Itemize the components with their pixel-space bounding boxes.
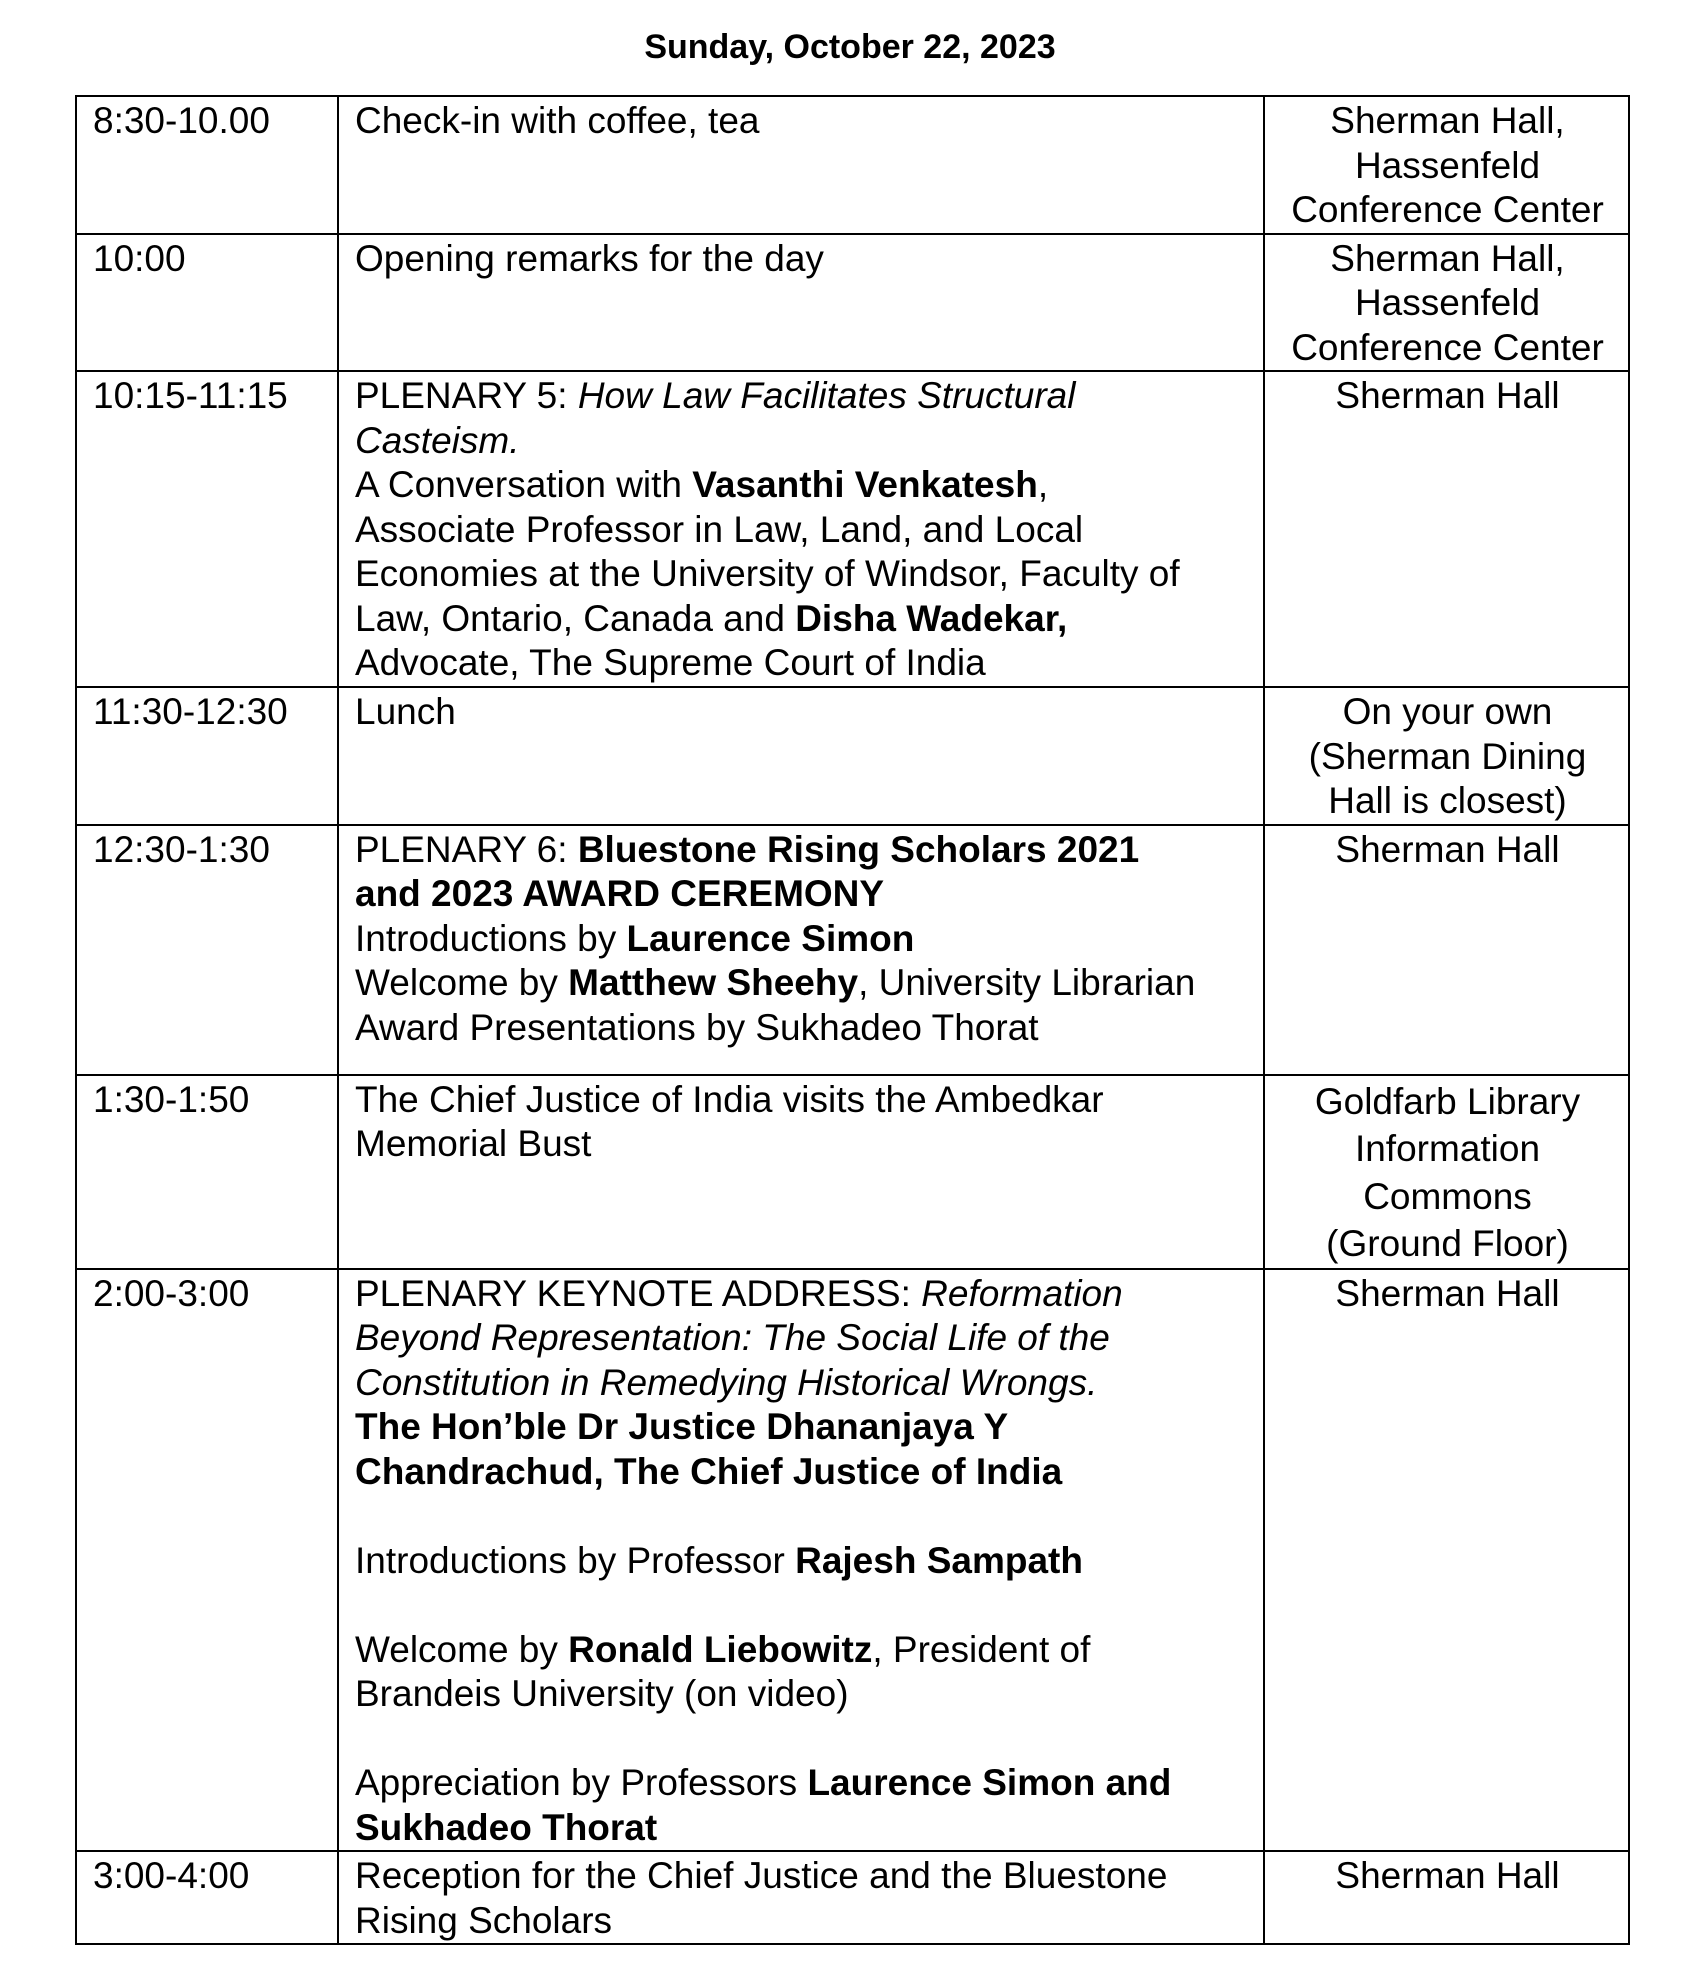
- event-line: [355, 1006, 1249, 1051]
- event-text: , University Librarian: [858, 962, 1196, 1003]
- event-line: [355, 690, 1249, 735]
- event-line: [355, 463, 1249, 508]
- event-line: [355, 961, 1249, 1006]
- location-cell: [1264, 825, 1629, 1075]
- schedule-table: [75, 95, 1630, 1945]
- location-line: Sherman Hall,: [1330, 237, 1565, 279]
- event-text: Introductions by Professor: [355, 1539, 796, 1581]
- bold-text: The Hon’ble Dr Justice Dhananjaya Y: [355, 1406, 1009, 1447]
- event-cell: [338, 1075, 1264, 1269]
- location-cell: [1264, 1851, 1629, 1944]
- event-text: Appreciation by Professors: [355, 1762, 808, 1803]
- event-text: Opening remarks for the day: [355, 237, 824, 279]
- event-line: [355, 1899, 1249, 1944]
- event-text: PLENARY 5:: [355, 375, 578, 416]
- event-text: Award Presentations by Sukhadeo Thorat: [355, 1006, 1039, 1048]
- time-cell: 12:30-1:30: [76, 825, 338, 1075]
- event-line: [355, 1628, 1249, 1673]
- event-line: [355, 872, 1249, 917]
- schedule-row: [76, 234, 1629, 372]
- bold-text: Laurence Simon: [626, 917, 915, 959]
- event-text: Economies at the University of Windsor, Faculty of: [355, 553, 1180, 594]
- time-cell: 1:30-1:50: [76, 1075, 338, 1269]
- bold-text: Sukhadeo Thorat: [355, 1806, 658, 1848]
- schedule-body: [76, 96, 1629, 1944]
- event-line: [355, 1854, 1249, 1899]
- event-line: [355, 1405, 1249, 1450]
- schedule-row: [76, 825, 1629, 1075]
- event-line: [355, 828, 1249, 873]
- location-line: Goldfarb Library: [1314, 1080, 1581, 1122]
- event-cell: [338, 234, 1264, 372]
- location-line: Sherman Hall: [1335, 1272, 1560, 1314]
- event-text: PLENARY 6:: [355, 828, 578, 870]
- event-line: [355, 917, 1249, 962]
- location-line: On your own: [1342, 691, 1553, 732]
- location-line: (Ground Floor): [1326, 1223, 1569, 1264]
- location-line: Hassenfeld: [1354, 282, 1541, 323]
- event-cell: [338, 687, 1264, 825]
- schedule-row: [76, 1851, 1629, 1944]
- event-line: [355, 1272, 1249, 1317]
- location-cell: [1264, 96, 1629, 234]
- event-text: ,: [1037, 464, 1049, 505]
- event-line: [355, 237, 1249, 282]
- event-text: Rising Scholars: [355, 1899, 613, 1941]
- italic-text: How Law Facilitates Structural: [577, 375, 1076, 416]
- schedule-row: [76, 1269, 1629, 1852]
- time-cell: 10:15-11:15: [76, 371, 338, 687]
- event-text: Reception for the Chief Justice and the Bluestone: [355, 1855, 1168, 1896]
- event-line: [355, 374, 1249, 419]
- event-line: [355, 1316, 1249, 1361]
- bold-text: Laurence Simon and: [807, 1762, 1172, 1803]
- location-line: Hall is closest): [1328, 780, 1567, 821]
- event-text: Welcome by: [355, 1628, 569, 1670]
- event-line: [355, 508, 1249, 553]
- event-line: [355, 1806, 1249, 1851]
- event-cell: [338, 1851, 1264, 1944]
- event-text: Check-in with coffee, tea: [355, 100, 760, 141]
- bold-text: Rajesh Sampath: [795, 1539, 1083, 1581]
- time-cell: 2:00-3:00: [76, 1269, 338, 1852]
- location-line: Conference Center: [1291, 326, 1604, 368]
- event-text: A Conversation with: [355, 464, 693, 505]
- location-line: Conference Center: [1291, 189, 1604, 230]
- time-cell: 3:00-4:00: [76, 1851, 338, 1944]
- event-line: [355, 1539, 1249, 1584]
- event-line: [355, 641, 1249, 686]
- page-title: Sunday, October 22, 2023: [644, 28, 1056, 66]
- event-line: [355, 419, 1249, 464]
- event-line: [355, 1450, 1249, 1495]
- event-text: Welcome by: [355, 962, 569, 1003]
- event-text: Associate Professor in Law, Land, and Local: [355, 508, 1084, 550]
- bold-text: Bluestone Rising Scholars 2021: [577, 828, 1140, 870]
- bold-text: Vasanthi Venkatesh: [692, 464, 1038, 505]
- event-text: Lunch: [355, 691, 456, 732]
- italic-text: Beyond Representation: The Social Life of the: [355, 1317, 1110, 1358]
- location-cell: [1264, 371, 1629, 687]
- event-line: [355, 99, 1249, 144]
- event-line: [355, 552, 1249, 597]
- event-text: , President of: [872, 1628, 1091, 1670]
- event-line: [355, 1361, 1249, 1406]
- italic-text: Constitution in Remedying Historical Wrongs.: [355, 1361, 1098, 1403]
- italic-text: Reformation: [921, 1272, 1123, 1314]
- bold-text: Chandrachud, The Chief Justice of India: [355, 1450, 1063, 1492]
- location-line: Information: [1354, 1128, 1541, 1169]
- location-cell: [1264, 1269, 1629, 1852]
- location-line: Sherman Hall: [1335, 375, 1560, 416]
- time-cell: 8:30-10.00: [76, 96, 338, 234]
- location-line: (Sherman Dining: [1308, 735, 1587, 777]
- bold-text: Disha Wadekar,: [795, 597, 1068, 639]
- location-line: Sherman Hall,: [1330, 100, 1565, 141]
- blank-line: [355, 1583, 1249, 1628]
- event-cell: [338, 1269, 1264, 1852]
- schedule-row: [76, 1075, 1629, 1269]
- event-cell: [338, 825, 1264, 1075]
- bold-text: Matthew Sheehy: [568, 962, 859, 1003]
- event-text: Introductions by: [355, 917, 627, 959]
- blank-line: [355, 1494, 1249, 1539]
- event-text: The Chief Justice of India visits the Ambedkar: [355, 1078, 1104, 1120]
- time-cell: 11:30-12:30: [76, 687, 338, 825]
- event-line: [355, 1672, 1249, 1717]
- location-cell: [1264, 1075, 1629, 1269]
- event-text: PLENARY KEYNOTE ADDRESS:: [355, 1272, 922, 1314]
- event-cell: [338, 371, 1264, 687]
- event-text: Law, Ontario, Canada and: [355, 597, 796, 639]
- event-line: [355, 1761, 1249, 1806]
- italic-text: Casteism.: [355, 419, 520, 461]
- schedule-row: [76, 371, 1629, 687]
- location-line: Sherman Hall: [1335, 828, 1560, 870]
- event-text: Brandeis University (on video): [355, 1673, 849, 1714]
- schedule-row: [76, 687, 1629, 825]
- blank-line: [355, 1717, 1249, 1762]
- location-line: Commons: [1363, 1175, 1532, 1217]
- schedule-row: [76, 96, 1629, 234]
- event-text: Advocate, The Supreme Court of India: [355, 642, 986, 683]
- event-line: [355, 1122, 1249, 1167]
- location-line: Hassenfeld: [1354, 144, 1541, 186]
- location-line: Sherman Hall: [1335, 1855, 1560, 1896]
- location-cell: [1264, 687, 1629, 825]
- location-cell: [1264, 234, 1629, 372]
- event-text: Memorial Bust: [355, 1123, 592, 1164]
- event-line: [355, 1078, 1249, 1123]
- event-cell: [338, 96, 1264, 234]
- event-line: [355, 597, 1249, 642]
- bold-text: and 2023 AWARD CEREMONY: [355, 873, 885, 914]
- bold-text: Ronald Liebowitz: [568, 1628, 873, 1670]
- time-cell: 10:00: [76, 234, 338, 372]
